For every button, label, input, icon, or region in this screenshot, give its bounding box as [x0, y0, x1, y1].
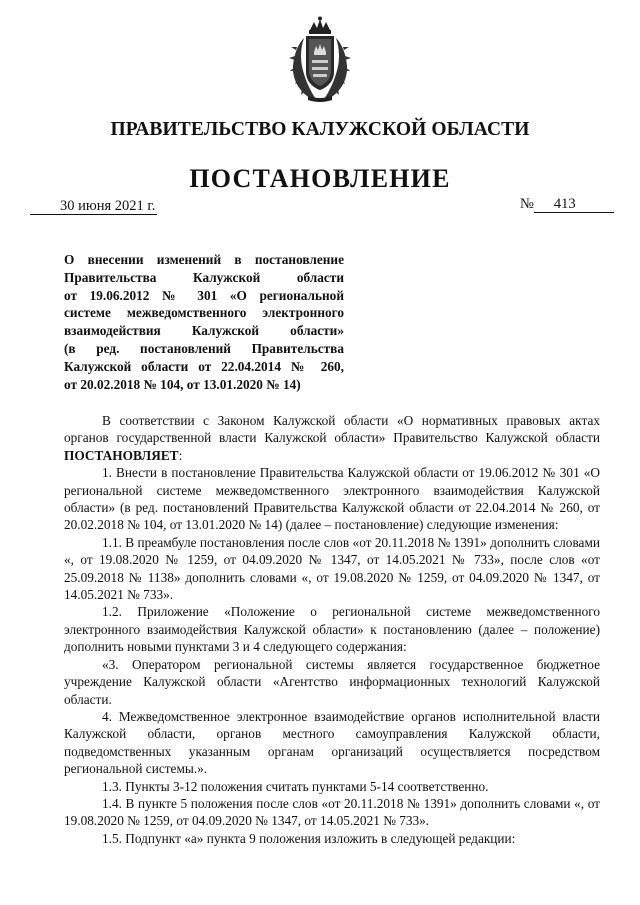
intro-paragraph: [64, 412, 600, 464]
paragraph: 1.3. Пункты 3-12 положения считать пунктами 5-14 соответственно.: [102, 778, 489, 794]
paragraph: 1.1. В преамбуле постановления после слов «от 20.11.2018 № 1391» дополнить словами «, от 19.08.2020 № 1259, от 04.09.2020 № 1347, от 14.05.2021 № 733», после слов «от 25.09.2018 № 1138» дополнить словами «, от 19.08.2020 № 1259, от 04.09.2020 № 1347, от 14.05.2021 № 733».: [64, 534, 600, 603]
resolution-keyword: ПОСТАНОВЛЯЕТ: [64, 447, 179, 463]
paragraph: «3. Оператором региональной системы является государственное бюджетное учреждение Калужской области «Агентство информационных технологий Калужской области.: [64, 656, 600, 707]
heading-line: Правительства Калужской области: [64, 269, 344, 285]
number-label: №: [520, 196, 534, 212]
paragraph: 1.4. В пункте 5 положения после слов «от 20.11.2018 № 1391» дополнить словами «, от 19.08.2020 № 1259, от 04.09.2020 № 1347, от 14.05.2021 № 733».: [64, 795, 600, 829]
heading-line: системе межведомственного электронного: [64, 305, 344, 321]
intro-text: В соответствии с Законом Калужской области «О нормативных правовых актах органов государственной власти Калужской области» Правительство Калужской области: [64, 413, 600, 446]
heading-line: от 19.06.2012 № 301 «О региональной: [64, 287, 344, 303]
document-body: [64, 412, 600, 847]
paragraph: 1.2. Приложение «Положение о региональной системе межведомственного электронного взаимодействия Калужской области» к постановлению (далее – положение) дополнить новыми пунктами 3 и 4 следующего содержания:: [64, 604, 600, 655]
document-type: ПОСТАНОВЛЕНИЕ: [189, 164, 451, 193]
coat-of-arms-icon: [288, 16, 352, 106]
heading-line: О внесении изменений в постановление: [64, 252, 344, 267]
paragraph: 1. Внести в постановление Правительства Калужской области от 19.06.2012 № 301 «О региональной системе межведомственного электронного взаимодействия Калужской области» (в ред. постановлений Правительства Калужской области от 22.04.2014 № 260, от 20.02.2018 № 104, от 13.01.2020 № 14) (далее – постановление) следующие изменения:: [64, 465, 600, 533]
paragraph: 1.5. Подпункт «а» пункта 9 положения изложить в следующей редакции:: [102, 830, 516, 846]
paragraph: 4. Межведомственное электронное взаимодействие органов исполнительной власти Калужской области, органов местного самоуправления Калужской области, подведомственных указанным органам организаций осуществляется посредством региональной системы.».: [64, 708, 600, 777]
heading-line: (в ред. постановлений Правительства: [64, 340, 344, 356]
heading-line: от 20.02.2018 № 104, от 13.01.2020 № 14): [64, 376, 301, 392]
government-title: ПРАВИТЕЛЬСТВО КАЛУЖСКОЙ ОБЛАСТИ: [110, 119, 530, 140]
intro-end: :: [178, 447, 183, 463]
date-value: 30 июня 2021 г.: [30, 199, 157, 215]
number-value: 413: [534, 197, 614, 213]
heading-line: взаимодействия Калужской области»: [64, 323, 344, 339]
document-number: [520, 196, 614, 213]
document-date: [30, 198, 157, 215]
document-heading: [64, 251, 344, 393]
heading-line: Калужской области от 22.04.2014 № 260,: [64, 358, 344, 374]
